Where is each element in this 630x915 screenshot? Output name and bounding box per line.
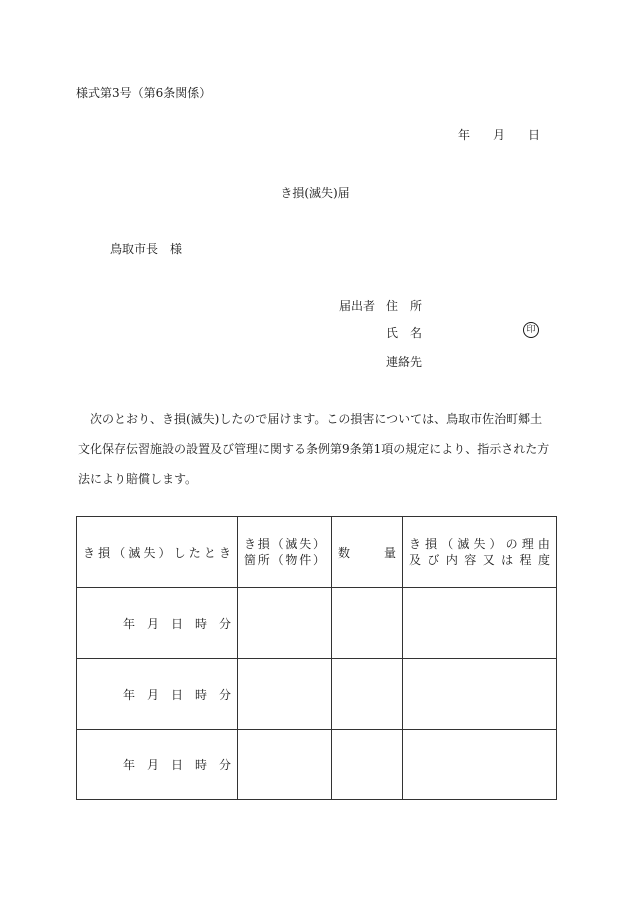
header-reason: き 損 （ 滅 失 ） の 理 由 及 び 内 容 又 は 程 度	[403, 517, 557, 588]
date-line	[458, 126, 540, 143]
body-text: 次のとおり、き損(滅失)したので届けます。この損害については、鳥取市佐治町郷土文化保存伝習施設の設置及び管理に関する条例第9条第1項の規定により、指示された方法により賠償します。	[78, 412, 550, 486]
location-cell[interactable]	[238, 730, 332, 800]
table-row	[77, 659, 557, 730]
contact-label: 連絡先	[386, 355, 423, 369]
name-label: 氏 名	[386, 326, 423, 340]
address-label: 住 所	[386, 299, 423, 313]
quantity-cell[interactable]	[332, 659, 403, 730]
damage-table	[76, 516, 557, 800]
when-cell[interactable]: 年 月 日 時 分	[77, 659, 238, 730]
when-cell[interactable]: 年 月 日 時 分	[77, 588, 238, 659]
date-day-label: 日	[527, 128, 540, 142]
when-cell[interactable]: 年 月 日 時 分	[77, 730, 238, 800]
reason-cell[interactable]	[403, 588, 557, 659]
table-row	[77, 730, 557, 800]
seal-mark: 印	[523, 322, 539, 338]
header-location: き 損 （ 滅 失 ） 箇 所 （ 物 件 ）	[238, 517, 332, 588]
quantity-cell[interactable]	[332, 730, 403, 800]
header-when: き 損 （ 滅 失 ） し た と き	[77, 517, 238, 588]
table-header-row	[77, 517, 557, 588]
quantity-cell[interactable]	[332, 588, 403, 659]
table-row	[77, 588, 557, 659]
applicant-label: 届出者	[339, 299, 376, 313]
date-month-label: 月	[492, 128, 505, 142]
location-cell[interactable]	[238, 588, 332, 659]
reason-cell[interactable]	[403, 730, 557, 800]
location-cell[interactable]	[238, 659, 332, 730]
header-quantity: 数 量	[332, 517, 403, 588]
addressee: 鳥取市長 様	[110, 242, 183, 256]
date-year-label: 年	[458, 128, 471, 142]
form-number: 様式第3号（第6条関係）	[76, 86, 212, 100]
reason-cell[interactable]	[403, 659, 557, 730]
document-title: き損(滅失)届	[280, 186, 350, 200]
